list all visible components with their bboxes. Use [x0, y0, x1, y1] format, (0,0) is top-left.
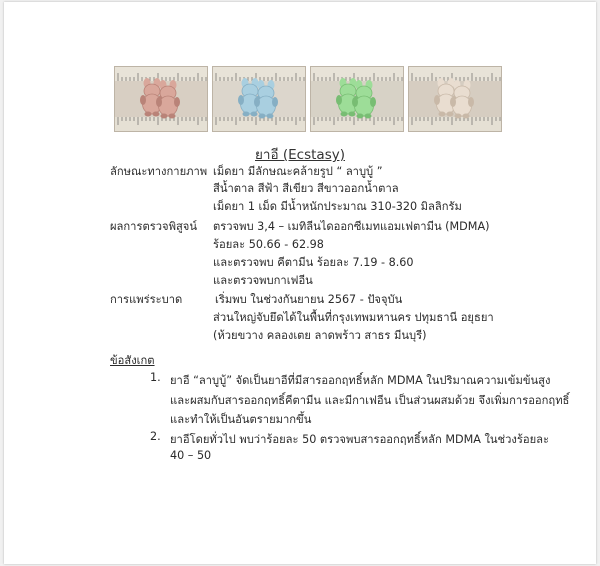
document-page: [4, 2, 596, 564]
physical-line: สีน้ำตาล สีฟ้า สีเขียว สีขาวออกน้ำตาล: [213, 182, 399, 195]
note-line: 40 – 50: [170, 449, 212, 462]
white-pills-photo: [408, 66, 502, 132]
page-title: ยาอี (Ecstasy): [255, 147, 345, 163]
note-line: ยาอี “ลาบูบู้” จัดเป็นยาอีที่มีสารออกฤทธิ์หลัก MDMA ในปริมาณความเข้มข้นสูง: [170, 374, 551, 387]
green-pills-photo: [310, 66, 404, 132]
ruler-bottom: [409, 117, 501, 131]
test-result-line: และตรวจพบกาเฟอีน: [213, 274, 313, 287]
spread-line: เริ่มพบ ในช่วงกันยายน 2567 - ปัจจุบัน: [215, 293, 403, 306]
spread-line: (ห้วยขวาง คลองเตย ลาดพร้าว สาธร มีนบุรี): [213, 329, 427, 342]
ruler-top: [311, 67, 403, 81]
note-line: และผสมกับสารออกฤทธิ์คีตามีน และมีกาเฟอีน เป็นส่วนผสมด้วย จึงเพิ่มการออกฤทธิ์: [170, 394, 570, 407]
physical-line: เม็ดยา 1 เม็ด มีน้ำหนักประมาณ 310-320 มิลลิกรัม: [213, 200, 462, 213]
test-result-line: และตรวจพบ คีตามีน ร้อยละ 7.19 - 8.60: [213, 256, 414, 269]
spread-line: ส่วนใหญ่จับยึดได้ในพื้นที่กรุงเทพมหานคร ปทุมธานี อยุธยา: [213, 311, 494, 324]
physical-label: ลักษณะทางกายภาพ: [110, 165, 208, 178]
notes-title: ข้อสังเกต: [110, 354, 155, 367]
ruler-bottom: [213, 117, 305, 131]
physical-line: เม็ดยา มีลักษณะคล้ายรูป “ ลาบูบู้ ”: [213, 165, 383, 178]
blue-pills-photo: [212, 66, 306, 132]
ruler-bottom: [311, 117, 403, 131]
note-line: ยาอีโดยทั่วไป พบว่าร้อยละ 50 ตรวจพบสารออกฤทธิ์หลัก MDMA ในช่วงร้อยละ: [170, 433, 550, 446]
test-result-line: ร้อยละ 50.66 - 62.98: [213, 238, 324, 251]
ruler-top: [213, 67, 305, 81]
spread-label: การแพร่ระบาด: [110, 293, 183, 306]
note-line: และทำให้เป็นอันตรายมากขึ้น: [170, 413, 312, 426]
pill-photo-strip: [114, 66, 500, 132]
ruler-top: [409, 67, 501, 81]
pink-pills-photo: [114, 66, 208, 132]
ruler-bottom: [115, 117, 207, 131]
ruler-top: [115, 67, 207, 81]
note-number: 2.: [150, 430, 161, 443]
test-result-label: ผลการตรวจพิสูจน์: [110, 220, 197, 233]
note-number: 1.: [150, 371, 161, 384]
test-result-line: ตรวจพบ 3,4 – เมทิลีนไดออกซีเมทแอมเฟตามีน (MDMA): [213, 220, 490, 233]
